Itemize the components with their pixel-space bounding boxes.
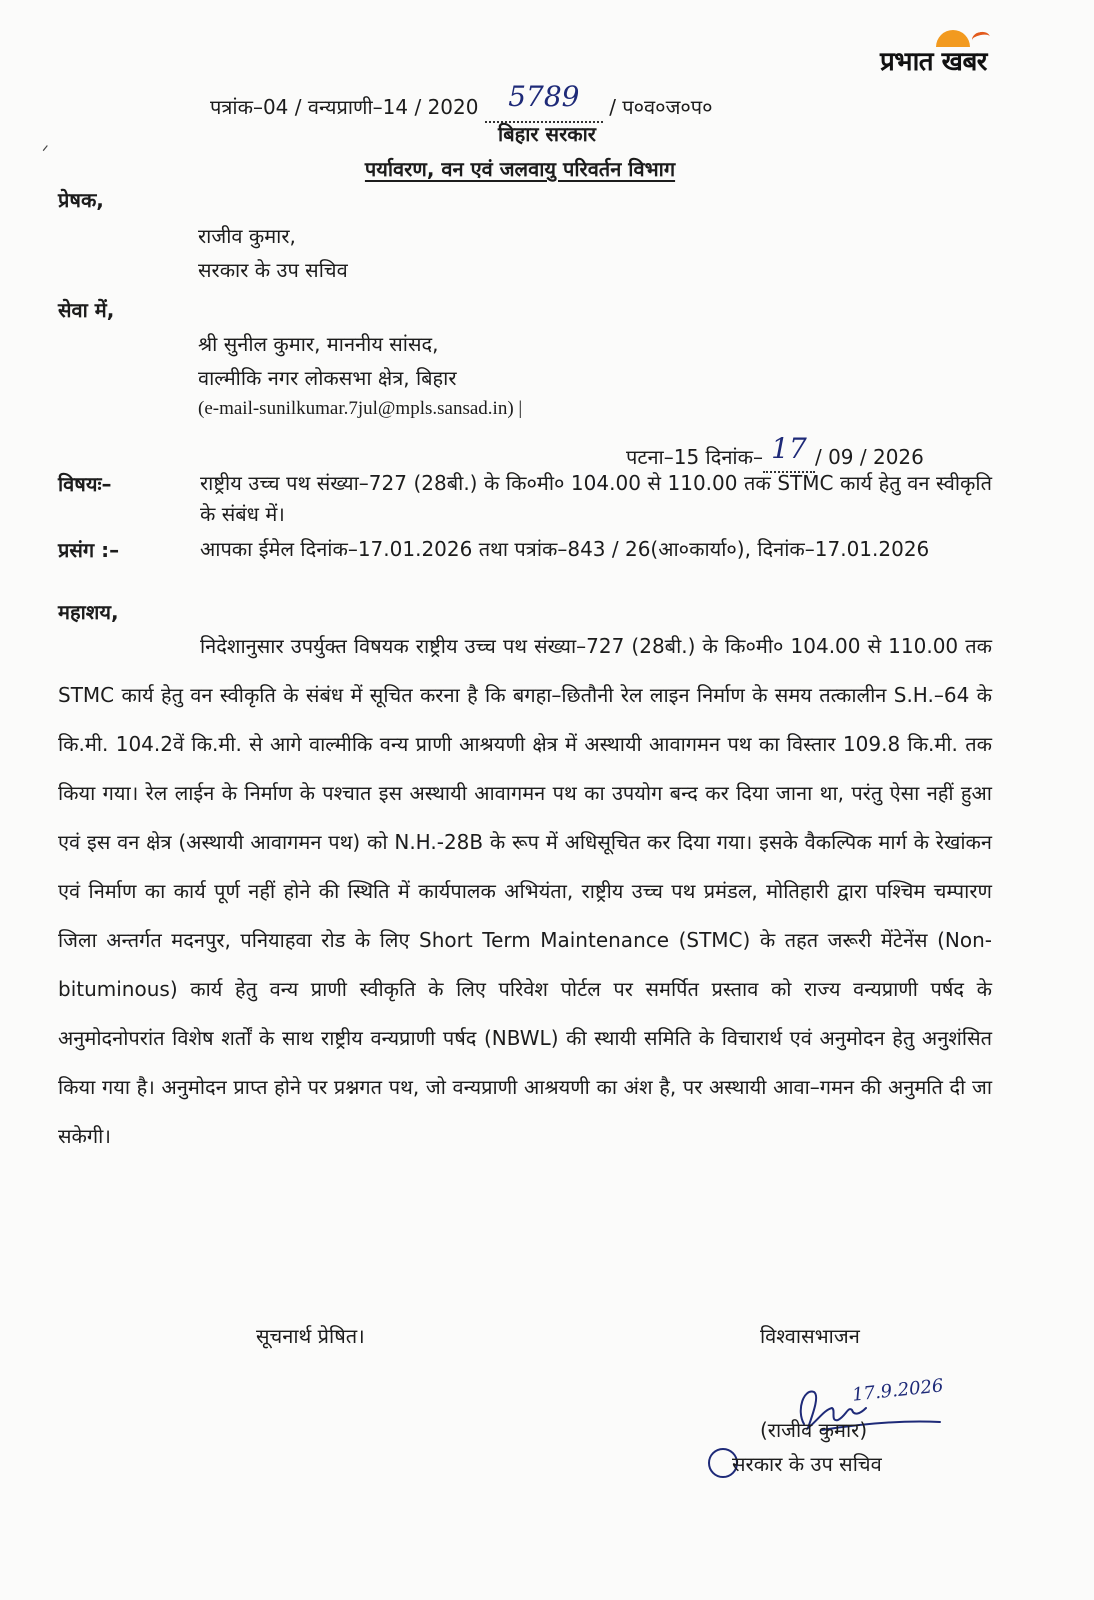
government-name: बिहार सरकार [498,122,596,146]
reference-prefix: पत्रांक–04 / वन्यप्राणी–14 / 2020 [210,95,479,119]
subject-label: विषयः– [58,472,112,496]
forwarded-note: सूचनार्थ प्रेषित। [256,1324,365,1348]
recipient-email: (e-mail-sunilkumar.7jul@mpls.sansad.in) | [198,398,523,419]
handwritten-date-day: 17 [771,432,807,465]
sender-designation: सरकार के उप सचिव [198,258,348,282]
yours-faithfully: विश्वासभाजन [760,1324,860,1348]
corner-mark-icon: ᐟ [42,142,49,161]
reference-text: आपका ईमेल दिनांक–17.01.2026 तथा पत्रांक–843 / 26(आ०कार्या०), दिनांक–17.01.2026 [200,537,930,561]
recipient-line-2: वाल्मीकि नगर लोकसभा क्षेत्र, बिहार [198,366,457,390]
sender-label: प्रेषक, [58,188,104,212]
letter-body [58,622,992,1161]
recipient-line-1: श्री सुनील कुमार, माननीय सांसद, [198,332,439,356]
body-text: निदेशानुसार उपर्युक्त विषयक राष्ट्रीय उच्च पथ संख्या–727 (28बी.) के कि०मी० 104.00 से 110.00 तक STMC कार्य हेतु वन स्वीकृति के संबंध में सूचित करना है कि बगहा–छितौनी रेल लाइन निर्माण के समय तत्कालीन S.H.–64 के कि.मी. 104.2वें कि.मी. से आगे वाल्मीकि वन्य प्राणी आश्रयणी क्षेत्र में अस्थायी आवागमन पथ का विस्तार 109.8 कि.मी. तक किया गया। रेल लाईन के निर्माण के पश्चात इस अस्थायी आवागमन पथ का उपयोग बन्द कर दिया जाना था, परंतु ऐसा नहीं हुआ एवं इस वन क्षेत्र (अस्थायी आवागमन पथ) को N.H.-28B के रूप में अधिसूचित कर दिया गया। इसके वैकल्पिक मार्ग के रेखांकन एवं निर्माण का कार्य पूर्ण नहीं होने की स्थिति में कार्यपालक अभियंता, राष्ट्रीय उच्च पथ प्रमंडल, मोतिहारी द्वारा पश्चिम चम्पारण जिला अन्तर्गत मदनपुर, पनियाहवा रोड के लिए Short Term Maintenance (STMC) के तहत जरूरी मेंटेनेंस (Non-bituminous) कार्य हेतु वन्य प्राणी स्वीकृति के लिए परिवेश पोर्टल पर समर्पित प्रस्ताव को राज्य वन्यप्राणी पर्षद के अनुमोदनोपरांत विशेष शर्तों के साथ राष्ट्रीय वन्यप्राणी पर्षद (NBWL) की स्थायी समिति के विचारार्थ एवं अनुमोदन हेतु अनुशंसित किया गया है। अनुमोदन प्राप्त होने पर प्रश्नगत पथ, जो वन्यप्राणी आश्रयणी का अंश है, पर अस्थायी आवा–गमन की अनुमति दी जा सकेगी। [58,634,992,1148]
newspaper-logo [880,30,1040,82]
signatory-name: (राजीव कुमार) [760,1418,868,1442]
sender-name: राजीव कुमार, [198,224,296,248]
reference-suffix: / प०व०ज०प० [609,95,713,119]
date-prefix: पटना–15 दिनांक– [626,445,763,469]
handwritten-reference-number: 5789 [508,80,580,113]
date-suffix: / 09 / 2026 [814,445,924,469]
reference-label: प्रसंग :– [58,538,120,562]
salutation: महाशय, [58,600,119,624]
logo-text: प्रभात खबर [880,47,987,77]
letter-reference [210,80,713,123]
recipient-label: सेवा में, [58,298,115,322]
reference-number-field [485,80,603,123]
department-name: पर्यावरण, वन एवं जलवायु परिवर्तन विभाग [364,157,676,181]
signature-date: 17.9.2026 [851,1375,945,1406]
signatory-designation: सरकार के उप सचिव [732,1452,882,1476]
subject-text: राष्ट्रीय उच्च पथ संख्या–727 (28बी.) के कि०मी० 104.00 से 110.00 तक STMC कार्य हेतु वन स्वीकृति के संबंध में। [200,471,992,526]
